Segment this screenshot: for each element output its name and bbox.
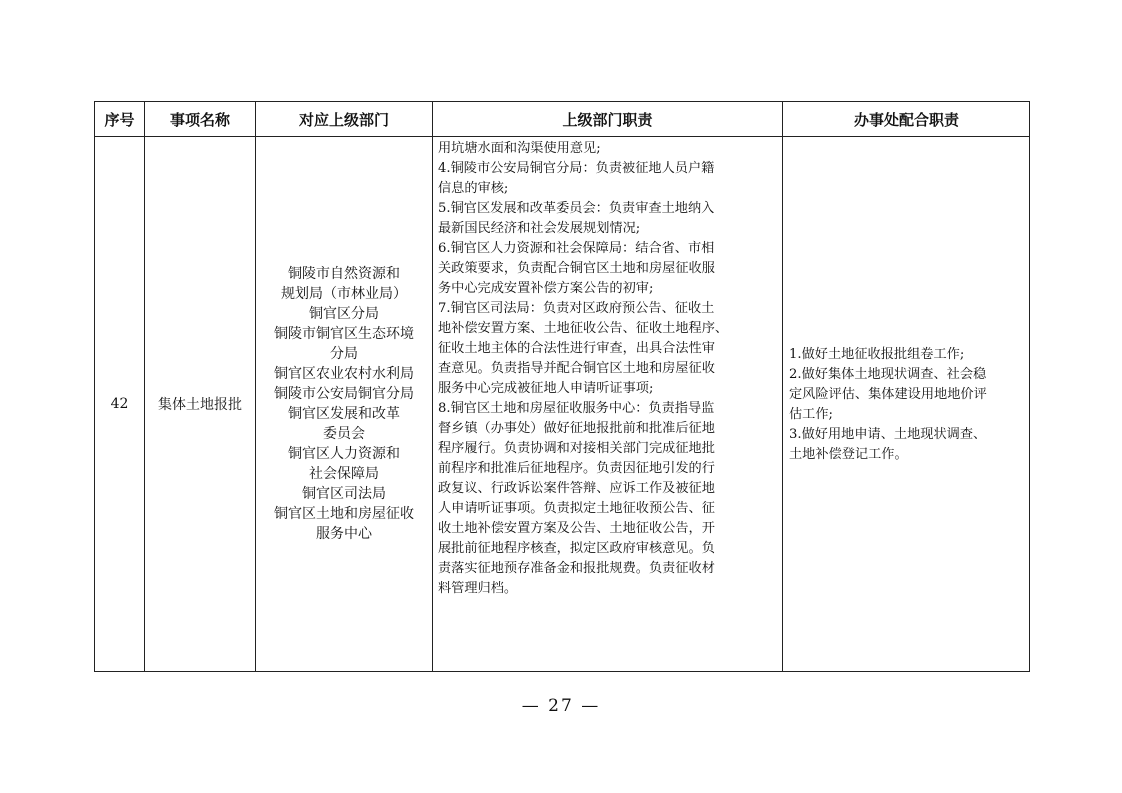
department-duty-text [438,139,776,599]
office-duty-line: 1.做好土地征收报批组卷工作; [789,347,965,362]
office-duty-line: 估工作; [789,407,834,422]
office-duty-line: 土地补偿登记工作。 [789,447,908,462]
page-number: — 27 — [521,696,601,716]
duty-line: 务中心完成安置补偿方案公告的初审; [438,281,654,296]
duty-line: 督乡镇（办事处）做好征地报批前和批准后征地 [438,421,715,436]
department-list [274,264,414,544]
duty-line: 8.铜官区土地和房屋征收服务中心：负责指导监 [438,401,715,416]
department-line: 社会保障局 [309,466,379,482]
department-line: 铜官区司法局 [302,486,386,502]
duty-line: 7.铜官区司法局：负责对区政府预公告、征收土 [438,301,715,316]
department-line: 铜陵市自然资源和 [288,266,400,282]
duty-line: 责落实征地预存准备金和报批规费。负责征收材 [438,561,715,576]
duty-line: 政复议、行政诉讼案件答辩、应诉工作及被征地 [438,481,715,496]
office-duty-text [789,345,1027,465]
department-line: 铜官区人力资源和 [288,446,400,462]
row-seq: 42 [110,396,129,412]
duty-table [94,101,1030,672]
department-line: 委员会 [323,426,365,442]
duty-line: 料管理归档。 [438,581,518,596]
duty-line: 查意见。负责指导并配合铜官区土地和房屋征收 [438,361,715,376]
duty-line: 前程序和批准后征地程序。负责因征地引发的行 [438,461,715,476]
row-departments [256,137,432,671]
duty-line: 关政策要求，负责配合铜官区土地和房屋征收服 [438,261,715,276]
department-line: 服务中心 [316,526,372,542]
duty-line: 信息的审核; [438,181,509,196]
duty-line: 收土地补偿安置方案及公告、土地征收公告，开 [438,521,715,536]
column-divider [432,102,433,671]
header-department: 对应上级部门 [298,110,389,129]
duty-line: 5.铜官区发展和改革委员会：负责审查土地纳入 [438,201,715,216]
office-duty-line: 定风险评估、集体建设用地地价评 [789,387,987,402]
department-line: 铜陵市铜官区生态环境 [274,326,414,342]
duty-line: 4.铜陵市公安局铜官分局：负责被征地人员户籍 [438,161,715,176]
department-line: 规划局（市林业局） [281,286,407,302]
header-item-name: 事项名称 [169,110,230,129]
office-duty-line: 3.做好用地申请、土地现状调查、 [789,427,987,442]
office-duty-line: 2.做好集体土地现状调查、社会稳 [789,367,987,382]
row-item-name: 集体土地报批 [158,397,242,413]
department-line: 铜陵市公安局铜官分局 [274,386,414,402]
duty-line: 6.铜官区人力资源和社会保障局：结合省、市相 [438,241,715,256]
duty-line: 地补偿安置方案、土地征收公告、征收土地程序、 [438,321,729,336]
duty-line: 程序履行。负责协调和对接相关部门完成征地批 [438,441,715,456]
duty-line: 服务中心完成被征地人申请听证事项; [438,381,654,396]
duty-line: 征收土地主体的合法性进行审查，出具合法性审 [438,341,715,356]
duty-line: 最新国民经济和社会发展规划情况; [438,221,641,236]
duty-line: 人申请听证事项。负责拟定土地征收预公告、征 [438,501,715,516]
department-line: 铜官区农业农村水利局 [274,366,414,382]
header-office-duty: 办事处配合职责 [853,110,959,129]
duty-line: 用坑塘水面和沟渠使用意见; [438,141,601,156]
duty-line: 展批前征地程序核查，拟定区政府审核意见。负 [438,541,715,556]
department-line: 铜官区分局 [309,306,379,322]
header-seq: 序号 [104,110,135,129]
department-line: 铜官区发展和改革 [288,406,400,422]
header-department-duty: 上级部门职责 [562,110,653,129]
department-line: 分局 [330,346,358,362]
department-line: 铜官区土地和房屋征收 [274,506,414,522]
column-divider [782,102,783,671]
